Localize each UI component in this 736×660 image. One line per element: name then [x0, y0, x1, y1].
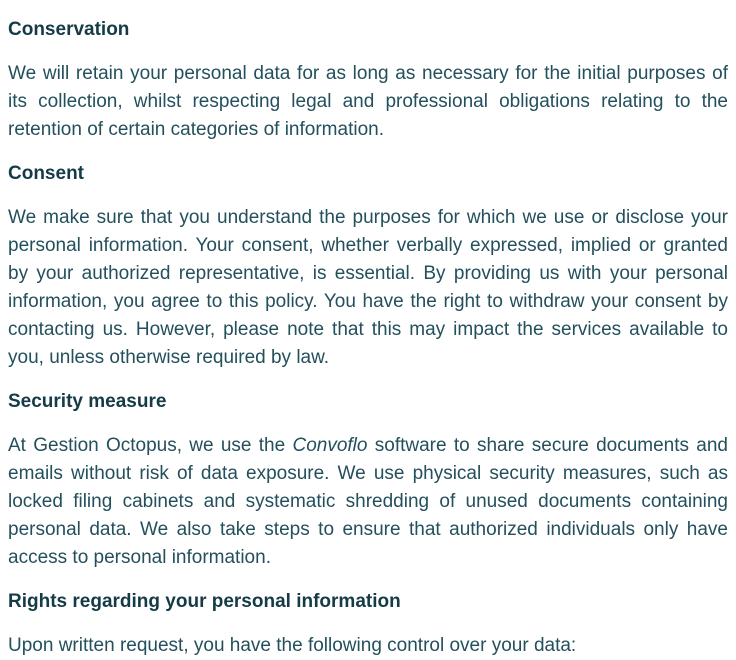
section-body-security-measure [8, 432, 728, 572]
section-body-consent: We make sure that you understand the purposes for which we use or disclose your personal information. Your consent, whether verbally expressed, implied or granted by your authorized representative, is essential. By providing us with your personal information, you agree to this policy. You have the right to withdraw your consent by contacting us. However, please note that this may impact the services available to you, unless otherwise required by law. [8, 207, 728, 368]
software-name: Convoflo [292, 435, 368, 456]
section-title-conservation: Conservation [8, 19, 130, 40]
section-title-consent: Consent [8, 163, 84, 184]
section-title-security-measure: Security measure [8, 391, 167, 412]
security-text-after: software to share secure documents and emails without risk of data exposure. We use physical security measures, such as locked filing cabinets and systematic shredding of unused documents containing personal data. We also take steps to ensure that authorized individuals only have access to personal information. [8, 435, 728, 568]
security-text-before: At Gestion Octopus, we use the [8, 435, 293, 456]
section-title-rights: Rights regarding your personal information [8, 591, 401, 612]
section-body-rights: Upon written request, you have the following control over your data: [8, 635, 577, 656]
section-body-conservation: We will retain your personal data for as long as necessary for the initial purposes of its collection, whilst respecting legal and professional obligations relating to the retention of certain categories of information. [8, 63, 728, 140]
